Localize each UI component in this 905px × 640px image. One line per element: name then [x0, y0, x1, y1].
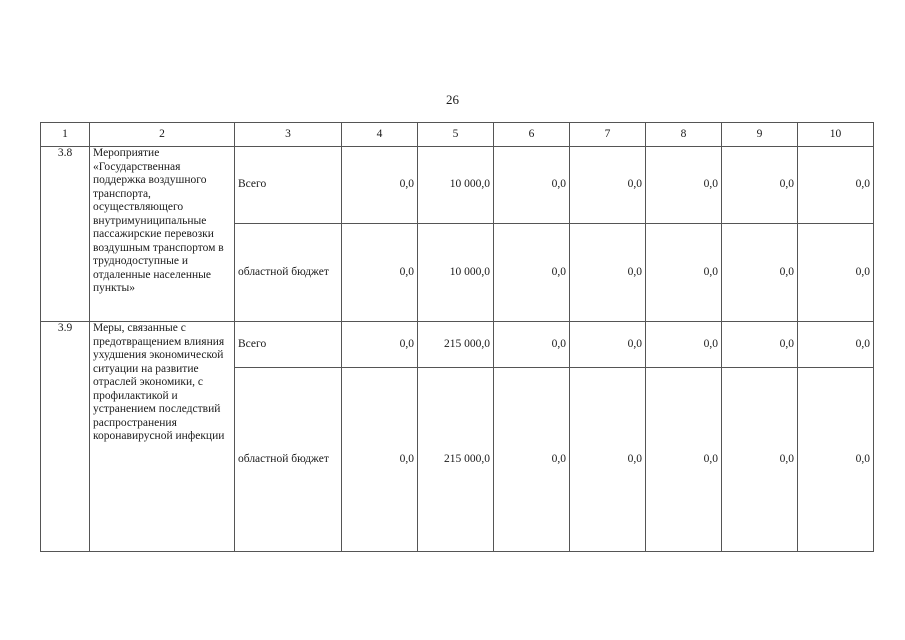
value-cell: 0,0 [342, 368, 418, 552]
header-cell: 7 [570, 123, 646, 147]
funding-source: Всего [235, 322, 342, 368]
table-row [41, 147, 874, 224]
value-cell: 0,0 [342, 224, 418, 322]
value-cell: 10 000,0 [418, 224, 494, 322]
value-cell: 0,0 [798, 147, 874, 224]
value-cell: 0,0 [722, 368, 798, 552]
value-cell: 0,0 [570, 322, 646, 368]
funding-source: областной бюджет [235, 368, 342, 552]
funding-source: областной бюджет [235, 224, 342, 322]
value-cell: 0,0 [646, 147, 722, 224]
value-cell: 0,0 [722, 147, 798, 224]
table-row [41, 322, 874, 368]
value-cell: 0,0 [570, 368, 646, 552]
value-cell: 0,0 [646, 224, 722, 322]
header-cell: 1 [41, 123, 90, 147]
header-cell: 2 [90, 123, 235, 147]
value-cell: 0,0 [722, 224, 798, 322]
value-cell: 10 000,0 [418, 147, 494, 224]
value-cell: 215 000,0 [418, 368, 494, 552]
header-cell: 5 [418, 123, 494, 147]
header-cell: 8 [646, 123, 722, 147]
item-description: Меры, связанные с предотвращением влияния ухудшения экономической ситуации на развитие отраслей экономики, с профилактикой и устранением последствий распространения коронавирусной инфекции [90, 322, 235, 552]
header-row [41, 123, 874, 147]
value-cell: 0,0 [494, 147, 570, 224]
value-cell: 0,0 [570, 147, 646, 224]
funding-source: Всего [235, 147, 342, 224]
value-cell: 0,0 [798, 224, 874, 322]
value-cell: 0,0 [494, 224, 570, 322]
header-cell: 10 [798, 123, 874, 147]
header-cell: 6 [494, 123, 570, 147]
value-cell: 0,0 [722, 322, 798, 368]
value-cell: 215 000,0 [418, 322, 494, 368]
value-cell: 0,0 [494, 322, 570, 368]
value-cell: 0,0 [570, 224, 646, 322]
value-cell: 0,0 [798, 368, 874, 552]
header-cell: 3 [235, 123, 342, 147]
item-number: 3.8 [41, 147, 90, 322]
page-number: 26 [446, 92, 459, 107]
header-cell: 9 [722, 123, 798, 147]
value-cell: 0,0 [342, 322, 418, 368]
value-cell: 0,0 [646, 368, 722, 552]
value-cell: 0,0 [342, 147, 418, 224]
header-cell: 4 [342, 123, 418, 147]
value-cell: 0,0 [798, 322, 874, 368]
value-cell: 0,0 [494, 368, 570, 552]
value-cell: 0,0 [646, 322, 722, 368]
budget-table [40, 122, 874, 552]
item-number: 3.9 [41, 322, 90, 552]
item-description: Мероприятие «Государственная поддержка воздушного транспорта, осуществляющего внутримуниципальные пассажирские перевозки воздушным транспортом в труднодоступные и отдаленные населенные пункты» [90, 147, 235, 322]
